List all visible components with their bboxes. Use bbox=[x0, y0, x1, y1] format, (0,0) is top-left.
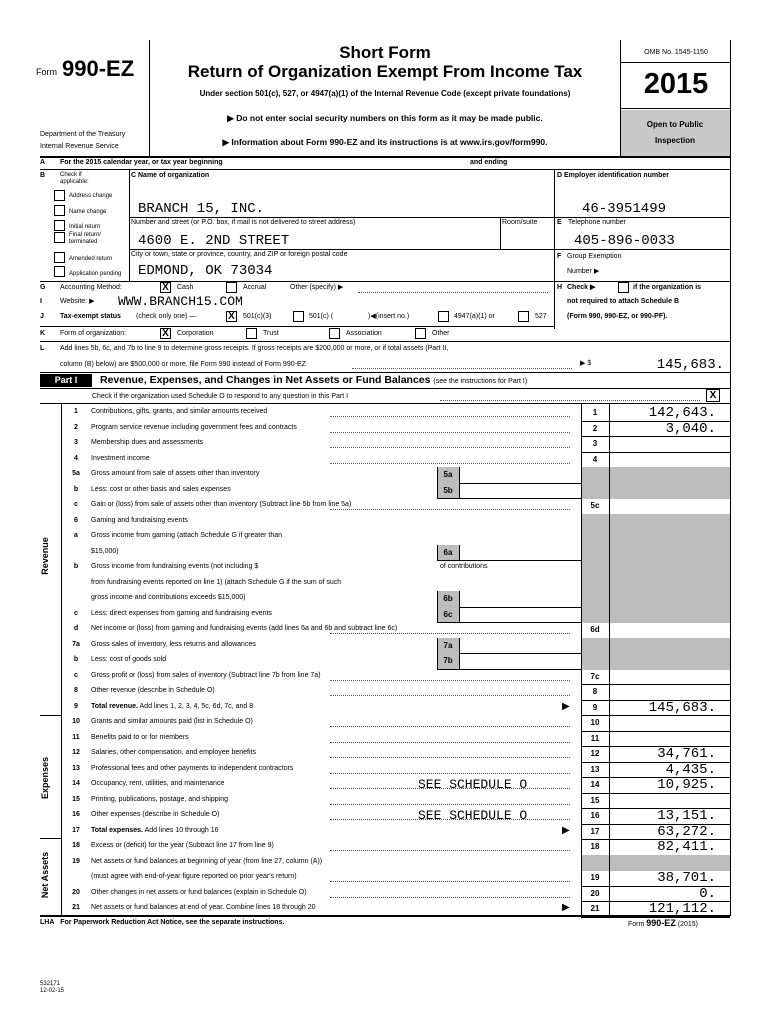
footer-code2: 12-02-15 bbox=[40, 988, 65, 994]
triangle-arrow-icon: ▶ bbox=[89, 298, 95, 305]
line-number: 21 bbox=[72, 904, 80, 911]
schedule-o-reference: SEE SCHEDULE O bbox=[418, 777, 528, 792]
line-text: Excess or (deficit) for the year (Subtract line 17 from line 9) bbox=[91, 842, 274, 849]
cash-label: Cash bbox=[177, 284, 194, 291]
line-amount: 13,151. bbox=[657, 808, 716, 824]
org-name: BRANCH 15, INC. bbox=[138, 201, 265, 217]
schedule-b-text3: (Form 990, 990-EZ, or 990-PF). bbox=[567, 313, 668, 320]
line-text: Gross profit or (loss) from sales of inventory (Subtract line 7b from line 7a) bbox=[91, 671, 321, 679]
inspection: Inspection bbox=[654, 136, 695, 145]
line-amount-field[interactable] bbox=[610, 777, 730, 793]
dept-treasury: Department of the Treasury bbox=[40, 131, 126, 138]
line-text: Printing, publications, postage, and shipping bbox=[91, 795, 228, 803]
form-word: Form bbox=[36, 67, 57, 77]
line-l-text1: Add lines 5b, 6c, and 7b to line 9 to determine gross receipts. If gross receipts are $200,000 or more, or if total assets (Part II, bbox=[60, 345, 449, 352]
line-amount: 63,272. bbox=[657, 823, 716, 840]
line-l-label: L bbox=[40, 345, 45, 352]
association-label: Association bbox=[346, 330, 382, 337]
line-a-label: A bbox=[40, 159, 46, 166]
line-box-label: 20 bbox=[590, 888, 600, 898]
org-form-label: Form of organization: bbox=[60, 330, 127, 337]
name-change-checkbox[interactable] bbox=[54, 205, 65, 216]
triangle-arrow-icon: ▶ bbox=[580, 360, 586, 367]
line-number: b bbox=[73, 563, 79, 570]
line-number: 20 bbox=[72, 888, 80, 896]
association-checkbox[interactable] bbox=[329, 328, 340, 339]
triangle-arrow-icon: ▶ bbox=[337, 284, 344, 291]
line-text: Less: cost of goods sold bbox=[91, 656, 167, 663]
line-box-label: 12 bbox=[590, 749, 600, 758]
line-number: 11 bbox=[72, 733, 80, 741]
city-label: City or town, state or province, country, and ZIP or foreign postal code bbox=[131, 251, 348, 258]
line-amount-field[interactable] bbox=[610, 715, 730, 731]
line-amount-field[interactable] bbox=[610, 808, 730, 824]
line-box-label: 5c bbox=[590, 501, 600, 510]
amended-return-checkbox[interactable] bbox=[54, 252, 65, 263]
line-amount-field[interactable] bbox=[610, 746, 730, 762]
line-text: Gross income from fundraising events (not including $ bbox=[91, 563, 259, 570]
line-box-label: 4 bbox=[592, 454, 598, 464]
line-amount: 0. bbox=[699, 885, 716, 902]
line-l-text2: column (B) below) are $500,000 or more, file Form 990 instead of Form 990-EZ bbox=[60, 361, 306, 368]
line-text: Gain or (loss) from sale of assets other than inventory (Subtract line 5b from line 5a) bbox=[91, 501, 352, 508]
other-method-label: Other (specify) ▶ bbox=[290, 284, 344, 291]
line-amount-field[interactable] bbox=[610, 498, 730, 514]
501c-other-label: 501(c) ( bbox=[309, 313, 334, 320]
line-text: Other expenses (describe in Schedule O) bbox=[91, 811, 220, 818]
527-label: 527 bbox=[535, 313, 547, 320]
accrual-checkbox[interactable] bbox=[226, 282, 237, 293]
part-1-tag: Part I bbox=[40, 374, 92, 387]
line-i-label: I bbox=[40, 298, 42, 305]
line-amount-field[interactable] bbox=[610, 405, 730, 421]
corporation-checkbox[interactable]: X bbox=[160, 328, 171, 339]
line-box-label: 18 bbox=[590, 842, 600, 851]
line-text: Total revenue. Add lines 1, 2, 3, 4, 5c, 6d, 7c, and 8 bbox=[91, 702, 254, 710]
line-text: Gross sales of inventory, less returns and allowances bbox=[91, 640, 256, 648]
footer-form: Form 990-EZ (2015) bbox=[628, 918, 698, 928]
part-1-title: Revenue, Expenses, and Changes in Net Assets or Fund Balances (see the instructions for Part I) bbox=[100, 374, 528, 386]
triangle-left-icon: ◀ bbox=[370, 313, 376, 320]
website-url[interactable]: WWW.BRANCH15.COM bbox=[118, 294, 243, 309]
website-label: Website: ▶ bbox=[60, 298, 95, 305]
inner-box-label: 6c bbox=[443, 609, 453, 619]
org-name-label: C Name of organization bbox=[131, 172, 210, 179]
line-text: Less: direct expenses from gaming and fundraising events bbox=[91, 609, 272, 617]
line-amount-field[interactable] bbox=[610, 452, 730, 468]
line-number: 17 bbox=[72, 826, 80, 834]
line-box-label: 8 bbox=[592, 687, 598, 696]
line-box-label: 3 bbox=[592, 439, 598, 448]
line-text: Professional fees and other payments to independent contractors bbox=[91, 764, 294, 772]
line-text: Gaming and fundraising events bbox=[91, 516, 188, 524]
line-box-label: 21 bbox=[590, 904, 600, 913]
line-amount: 38,701. bbox=[657, 870, 716, 886]
inner-amount-field[interactable] bbox=[460, 483, 580, 499]
public-inspection-box bbox=[620, 110, 730, 156]
trust-label: Trust bbox=[263, 330, 279, 337]
line-number: 18 bbox=[72, 842, 80, 849]
line-text: Program service revenue including government fees and contracts bbox=[91, 423, 297, 431]
telephone-label: Telephone number bbox=[568, 219, 626, 226]
irs-label: Internal Revenue Service bbox=[40, 143, 119, 150]
line-number: 9 bbox=[74, 702, 78, 710]
schedule-o-checkbox[interactable]: X bbox=[706, 389, 720, 402]
line-box-label: 1 bbox=[592, 408, 598, 417]
initial-return-checkbox[interactable] bbox=[54, 220, 65, 231]
line-amount-field[interactable] bbox=[610, 731, 730, 747]
group-number-label: Number ▶ bbox=[567, 268, 600, 275]
triangle-arrow-icon: ▶ bbox=[222, 137, 230, 147]
triangle-arrow-icon: ▶ bbox=[562, 902, 570, 913]
line-g-label: G bbox=[40, 284, 46, 291]
group-exemption-label: Group Exemption bbox=[567, 253, 622, 260]
expenses-side-label: Expenses bbox=[40, 756, 50, 800]
line-box-label: 6d bbox=[590, 625, 600, 634]
line-text: Net assets or fund balances at beginning of year (from line 27, column (A)) bbox=[91, 857, 323, 865]
501c3-checkbox[interactable]: X bbox=[226, 311, 237, 322]
open-public: Open to Public bbox=[646, 120, 704, 129]
inner-box-label: 6b bbox=[443, 594, 453, 603]
line-amount: 4,435. bbox=[665, 761, 716, 778]
line-j-label: J bbox=[40, 313, 44, 320]
line-amount-field[interactable] bbox=[610, 622, 730, 638]
line-text: Other changes in net assets or fund balances (explain in Schedule O) bbox=[91, 888, 307, 896]
line-text: $15,000) bbox=[91, 547, 119, 555]
line-b-label: B bbox=[40, 172, 46, 179]
line-box-label: 2 bbox=[592, 423, 598, 433]
ein-label: D Employer identification number bbox=[557, 172, 670, 179]
tax-year: 2015 bbox=[643, 68, 709, 100]
line-text: Membership dues and assessments bbox=[91, 439, 204, 446]
line-box-label: 11 bbox=[590, 733, 600, 743]
inner-box-label: 5a bbox=[443, 470, 453, 479]
line-text: Total expenses. Add lines 10 through 16 bbox=[91, 826, 219, 834]
inner-box-label: 6a bbox=[443, 547, 453, 557]
line-l-dollar: ▶ $ bbox=[580, 360, 592, 367]
name-change-label: Name change bbox=[69, 209, 107, 215]
line-box-label: 19 bbox=[590, 873, 600, 882]
cash-checkbox[interactable]: X bbox=[160, 282, 171, 293]
check-label: Check ▶ bbox=[567, 284, 596, 291]
line-number: 2 bbox=[74, 423, 78, 431]
inner-amount-field[interactable] bbox=[460, 545, 580, 561]
ssn-notice: ▶ Do not enter social security numbers on this form as it may be made public. bbox=[227, 113, 543, 123]
line-amount: 145,683. bbox=[648, 699, 716, 716]
form-subtitle: Under section 501(c), 527, or 4947(a)(1) of the Internal Revenue Code (except private foundations) bbox=[199, 89, 571, 98]
application-pending-checkbox[interactable] bbox=[54, 266, 65, 277]
line-text: Gross income from gaming (attach Schedule G if greater than bbox=[91, 532, 283, 539]
triangle-arrow-icon: ▶ bbox=[227, 113, 234, 123]
line-text: Net assets or fund balances at end of year. Combine lines 18 through 20 bbox=[91, 904, 316, 911]
line-number: 1 bbox=[74, 408, 78, 415]
schedule-o-check-text: Check if the organization used Schedule O to respond to any question in this Part I bbox=[92, 393, 349, 400]
line-number: 8 bbox=[74, 687, 78, 694]
line-text: Less: cost or other basis and sales expenses bbox=[91, 485, 231, 493]
line-number: a bbox=[74, 532, 78, 539]
line-number: 19 bbox=[72, 857, 80, 865]
final-return-label: Final return/ bbox=[69, 232, 102, 238]
other-method-field[interactable] bbox=[358, 292, 548, 293]
address-change-label: Address change bbox=[69, 193, 113, 199]
other-org-checkbox[interactable] bbox=[415, 328, 426, 339]
inner-amount-field[interactable] bbox=[460, 638, 580, 654]
line-number: 13 bbox=[72, 764, 80, 772]
line-box-label: 7c bbox=[590, 671, 600, 681]
city-state-zip: EDMOND, OK 73034 bbox=[138, 263, 273, 279]
line-box-label: 9 bbox=[592, 702, 598, 712]
line-text: Net income or (loss) from gaming and fundraising events (add lines 6a and 6b and subtract line 6c) bbox=[91, 625, 398, 632]
line-text: Salaries, other compensation, and employee benefits bbox=[91, 749, 256, 756]
tax-exempt-hint: (check only one) — bbox=[136, 313, 197, 320]
tax-exempt-label: Tax-exempt status bbox=[60, 313, 121, 320]
final-return-checkbox[interactable] bbox=[54, 232, 65, 243]
line-number: 15 bbox=[72, 795, 80, 803]
footer-lha: LHA For Paperwork Reduction Act Notice, see the separate instructions. bbox=[40, 919, 285, 926]
line-number: d bbox=[73, 625, 79, 632]
line-number: 14 bbox=[72, 780, 80, 787]
line-text: Gross amount from sale of assets other than inventory bbox=[91, 470, 260, 477]
line-amount-field[interactable] bbox=[610, 762, 730, 778]
street-label: Number and street (or P.O. box, if mail is not delivered to street address) bbox=[131, 219, 356, 226]
line-amount-field[interactable] bbox=[610, 870, 730, 886]
line-text: Occupancy, rent, utilities, and maintenance bbox=[91, 780, 225, 787]
line-amount-field[interactable] bbox=[610, 669, 730, 685]
line-number: b bbox=[73, 485, 79, 493]
line-amount-field[interactable] bbox=[610, 886, 730, 902]
line-text: Other revenue (describe in Schedule O) bbox=[91, 687, 215, 694]
inner-box-label: 7b bbox=[443, 656, 453, 665]
schedule-b-checkbox[interactable] bbox=[618, 282, 629, 293]
line-amount-field[interactable] bbox=[610, 421, 730, 437]
line-k-label: K bbox=[40, 330, 46, 337]
accounting-method-label: Accounting Method: bbox=[60, 284, 122, 291]
line-text: Contributions, gifts, grants, and similar amounts received bbox=[91, 408, 268, 415]
line-box-label: 15 bbox=[590, 795, 600, 805]
inner-amount-field[interactable] bbox=[460, 653, 580, 669]
527-checkbox[interactable] bbox=[518, 311, 529, 322]
line-number: 12 bbox=[72, 749, 80, 756]
amended-return-label: Amended return bbox=[69, 256, 113, 262]
line-amount: 34,761. bbox=[657, 746, 716, 762]
and-ending: and ending bbox=[470, 159, 508, 166]
line-amount-field[interactable] bbox=[610, 839, 730, 855]
triangle-arrow-icon: ▶ bbox=[562, 824, 570, 836]
schedule-b-text1: if the organization is bbox=[633, 284, 702, 291]
schedule-o-reference: SEE SCHEDULE O bbox=[418, 808, 528, 823]
revenue-side-label: Revenue bbox=[40, 537, 50, 575]
501c-other-checkbox[interactable] bbox=[293, 311, 304, 322]
application-pending-label: Application pending bbox=[69, 271, 122, 277]
line-amount-field[interactable] bbox=[610, 793, 730, 809]
inner-box-label: 5b bbox=[443, 485, 453, 495]
net-assets-side-label: Net Assets bbox=[40, 851, 50, 899]
line-number: 5a bbox=[72, 470, 80, 477]
line-f-label: F bbox=[557, 253, 562, 260]
omb-number: OMB No. 1545-1150 bbox=[644, 49, 708, 56]
line-amount-field[interactable] bbox=[610, 684, 730, 700]
line-number: 10 bbox=[72, 718, 80, 725]
other-org-label: Other bbox=[432, 330, 450, 337]
line-amount-field[interactable] bbox=[610, 700, 730, 716]
line-number: c bbox=[74, 501, 78, 508]
inner-amount-field[interactable] bbox=[460, 607, 580, 623]
line-amount: 142,643. bbox=[648, 405, 716, 421]
room-suite-label: Room/suite bbox=[502, 219, 538, 226]
telephone: 405-896-0033 bbox=[574, 233, 675, 249]
line-text: Benefits paid to or for members bbox=[91, 733, 189, 741]
line-number: 3 bbox=[74, 439, 78, 446]
info-notice: ▶ Information about Form 990-EZ and its instructions is at www.irs.gov/form990. bbox=[222, 137, 548, 147]
footer-code1: 532171 bbox=[40, 981, 61, 987]
check-if: Check if bbox=[60, 172, 82, 178]
line-number: 6 bbox=[74, 516, 78, 524]
trust-checkbox[interactable] bbox=[246, 328, 257, 339]
initial-return-label: Initial return bbox=[69, 224, 101, 230]
form-title-short: Short Form bbox=[339, 43, 431, 62]
line-number: 7a bbox=[72, 640, 80, 648]
form-number: 990-EZ bbox=[62, 56, 135, 81]
4947-checkbox[interactable] bbox=[438, 311, 449, 322]
line-box-label: 17 bbox=[590, 826, 600, 836]
gross-receipts-amount: 145,683. bbox=[656, 357, 724, 373]
line-amount: 82,411. bbox=[657, 839, 716, 855]
line-box-label: 13 bbox=[590, 764, 600, 774]
inner-amount-field[interactable] bbox=[460, 591, 580, 607]
inner-amount-field[interactable] bbox=[460, 467, 580, 483]
line-box-label: 10 bbox=[590, 718, 600, 727]
terminated-label: terminated bbox=[69, 239, 98, 245]
ein: 46-3951499 bbox=[582, 201, 667, 217]
line-amount: 10,925. bbox=[657, 777, 716, 793]
triangle-arrow-icon: ▶ bbox=[593, 268, 600, 275]
4947-label: 4947(a)(1) or bbox=[454, 313, 495, 320]
line-text: Grants and similar amounts paid (list in Schedule O) bbox=[91, 718, 253, 725]
501c3-label: 501(c)(3) bbox=[243, 313, 272, 320]
line-amount: 3,040. bbox=[665, 420, 716, 437]
insert-no-label: )◀(insert no.) bbox=[368, 313, 410, 320]
line-a-text: For the 2015 calendar year, or tax year beginning bbox=[60, 159, 223, 166]
line-amount-field[interactable] bbox=[610, 824, 730, 840]
address-change-checkbox[interactable] bbox=[54, 190, 65, 201]
triangle-arrow-icon: ▶ bbox=[589, 284, 596, 291]
line-number: c bbox=[74, 671, 78, 679]
line-amount: 121,112. bbox=[648, 901, 716, 917]
line-number: b bbox=[73, 656, 79, 663]
line-number: c bbox=[74, 609, 78, 617]
triangle-arrow-icon: ▶ bbox=[562, 700, 570, 712]
line-number: 16 bbox=[72, 811, 80, 818]
accrual-label: Accrual bbox=[243, 284, 267, 291]
line-extra-text: of contributions bbox=[440, 563, 488, 570]
line-text: (must agree with end-of-year figure reported on prior year's return) bbox=[91, 873, 297, 880]
line-number: 4 bbox=[74, 454, 78, 462]
line-text: Investment income bbox=[91, 454, 150, 462]
street-address: 4600 E. 2ND STREET bbox=[138, 233, 290, 249]
form-title: Return of Organization Exempt From Income Tax bbox=[187, 62, 583, 81]
line-box-label: 16 bbox=[590, 811, 600, 820]
line-e-label: E bbox=[557, 219, 562, 226]
schedule-b-text2: not required to attach Schedule B bbox=[567, 298, 680, 305]
line-amount-field[interactable] bbox=[610, 436, 730, 452]
line-h-label: H bbox=[557, 284, 563, 291]
line-text: gross income and contributions exceeds $15,000) bbox=[91, 594, 246, 601]
line-text: from fundraising events reported on line 1) (attach Schedule G if the sum of such bbox=[91, 578, 342, 586]
corporation-label: Corporation bbox=[177, 330, 214, 337]
line-box-label: 14 bbox=[590, 780, 600, 789]
applicable: applicable: bbox=[60, 179, 89, 185]
inner-box-label: 7a bbox=[443, 640, 453, 650]
